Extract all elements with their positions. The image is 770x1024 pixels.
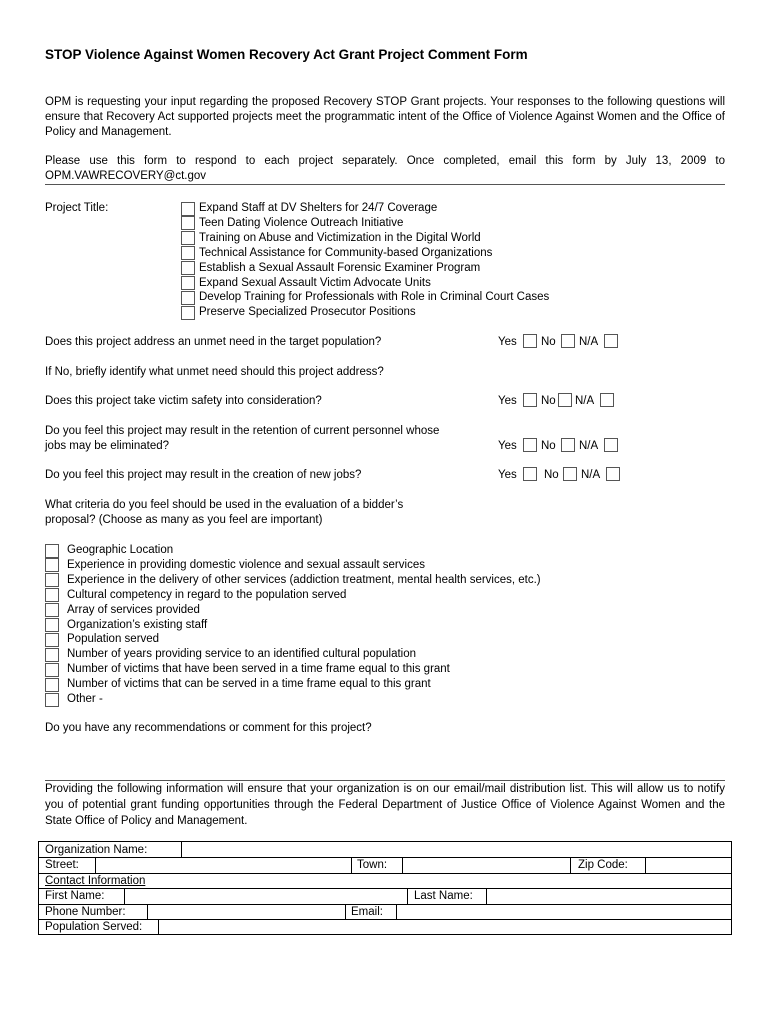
population-served-field[interactable] <box>159 920 730 933</box>
q3-yes-label: Yes <box>498 440 517 452</box>
first-name-label: First Name: <box>45 890 105 902</box>
question-unmet-need-followup: If No, briefly identify what unmet need should this project address? <box>45 366 384 378</box>
instructions-paragraph: Please use this form to respond to each project separately. Once completed, email this form by July 13, 2009 to OPM.VAWRECOVERY@ct.gov <box>45 155 725 182</box>
project-option-label: Preserve Specialized Prosecutor Positions <box>199 306 416 319</box>
project-option-checkbox[interactable] <box>181 306 195 320</box>
street-label: Street: <box>45 859 79 871</box>
criteria-checkbox[interactable] <box>45 544 59 558</box>
q3-na-label: N/A <box>579 440 599 452</box>
project-option-label: Develop Training for Professionals with Role in Criminal Court Cases <box>199 291 550 304</box>
q4-no-label: No <box>544 469 559 481</box>
org-name-label: Organization Name: <box>45 844 148 856</box>
criteria-checkbox[interactable] <box>45 588 59 602</box>
criteria-checkbox[interactable] <box>45 633 59 647</box>
last-name-field[interactable] <box>487 889 730 903</box>
question-new-jobs: Do you feel this project may result in the creation of new jobs? <box>45 469 362 481</box>
first-name-field[interactable] <box>125 889 406 903</box>
q4-na-checkbox[interactable] <box>606 467 620 481</box>
town-field[interactable] <box>403 858 569 872</box>
criteria-checkbox[interactable] <box>45 618 59 632</box>
question-unmet-need: Does this project address an unmet need in the target population? <box>45 336 382 348</box>
project-option-checkbox[interactable] <box>181 291 195 305</box>
criteria-checkbox[interactable] <box>45 558 59 572</box>
criteria-label: Geographic Location <box>67 544 174 556</box>
criteria-checkbox[interactable] <box>45 603 59 617</box>
q3-no-label: No <box>541 440 556 452</box>
criteria-label: Other - <box>67 693 103 705</box>
divider <box>45 184 725 185</box>
q3-na-checkbox[interactable] <box>604 438 618 452</box>
q1-na-checkbox[interactable] <box>604 334 618 348</box>
population-served-label: Population Served: <box>45 921 143 933</box>
project-option-label: Technical Assistance for Community-based Organizations <box>199 246 493 259</box>
last-name-label: Last Name: <box>414 890 473 902</box>
criteria-label: Experience in the delivery of other services (addiction treatment, mental health services, etc.) <box>67 573 541 586</box>
project-option-checkbox[interactable] <box>181 216 195 230</box>
criteria-label: Number of victims that have been served in a time frame equal to this grant <box>67 663 450 676</box>
question-victim-safety: Does this project take victim safety into consideration? <box>45 395 322 407</box>
distribution-note: Providing the following information will ensure that your organization is on our email/mail distribution list. This will allow us to notify you of potential grant funding opportunities through the Federal Department of Justice Office of Violence Against Women and the State Office of Policy and Management. <box>45 783 725 827</box>
project-option-label: Expand Staff at DV Shelters for 24/7 Coverage <box>199 202 438 214</box>
criteria-label: Organization’s existing staff <box>67 618 208 631</box>
q1-no-label: No <box>541 336 556 348</box>
project-option-checkbox[interactable] <box>181 261 195 275</box>
criteria-checkbox[interactable] <box>45 693 59 707</box>
q1-na-label: N/A <box>579 336 599 348</box>
phone-field[interactable] <box>148 905 344 918</box>
criteria-checkbox[interactable] <box>45 663 59 677</box>
project-option-checkbox[interactable] <box>181 231 195 245</box>
question-criteria-line2: proposal? (Choose as many as you feel are important) <box>45 514 323 526</box>
zip-label: Zip Code: <box>578 859 628 871</box>
project-option-label: Teen Dating Violence Outreach Initiative <box>199 216 404 229</box>
q2-no-checkbox[interactable] <box>558 393 572 407</box>
project-option-checkbox[interactable] <box>181 202 195 216</box>
project-option-label: Training on Abuse and Victimization in the Digital World <box>199 231 481 244</box>
phone-label: Phone Number: <box>45 906 126 918</box>
project-title-label: Project Title: <box>45 202 109 214</box>
criteria-label: Experience in providing domestic violence and sexual assault services <box>67 558 425 571</box>
criteria-label: Population served <box>67 633 160 646</box>
q4-na-label: N/A <box>581 469 601 481</box>
q2-na-checkbox[interactable] <box>600 393 614 407</box>
intro-paragraph: OPM is requesting your input regarding the proposed Recovery STOP Grant projects. Your responses to the following questions will ensure that Recovery Act supported projects meet the programmatic intent of the Office of Violence Against Women and the Office of Policy and Management. <box>45 96 725 138</box>
email-label: Email: <box>351 906 383 918</box>
contact-info-heading: Contact Information <box>45 875 146 887</box>
q3-yes-checkbox[interactable] <box>523 438 537 452</box>
project-option-label: Expand Sexual Assault Victim Advocate Units <box>199 276 431 289</box>
question-criteria-line1: What criteria do you feel should be used in the evaluation of a bidder’s <box>45 499 404 511</box>
criteria-checkbox[interactable] <box>45 573 59 587</box>
project-option-checkbox[interactable] <box>181 276 195 290</box>
q4-no-checkbox[interactable] <box>563 467 577 481</box>
q1-yes-checkbox[interactable] <box>523 334 537 348</box>
q4-yes-label: Yes <box>498 469 517 481</box>
org-name-field[interactable] <box>182 842 730 856</box>
q3-no-checkbox[interactable] <box>561 438 575 452</box>
page-title: STOP Violence Against Women Recovery Act Grant Project Comment Form <box>45 47 528 62</box>
q2-yes-label: Yes <box>498 395 517 407</box>
question-recommendations: Do you have any recommendations or comment for this project? <box>45 722 372 734</box>
zip-field[interactable] <box>646 858 730 872</box>
project-option-label: Establish a Sexual Assault Forensic Examiner Program <box>199 261 481 274</box>
criteria-checkbox[interactable] <box>45 648 59 662</box>
criteria-label: Number of victims that can be served in a time frame equal to this grant <box>67 678 431 691</box>
q2-no-label: No <box>541 395 556 407</box>
question-retention-line1: Do you feel this project may result in the retention of current personnel whose <box>45 425 440 437</box>
criteria-checkbox[interactable] <box>45 678 59 692</box>
criteria-label: Array of services provided <box>67 603 200 616</box>
criteria-label: Number of years providing service to an identified cultural population <box>67 648 417 661</box>
project-option-checkbox[interactable] <box>181 246 195 260</box>
town-label: Town: <box>357 859 388 871</box>
criteria-label: Cultural competency in regard to the population served <box>67 588 347 601</box>
question-retention-line2: jobs may be eliminated? <box>45 440 170 452</box>
street-field[interactable] <box>96 858 350 872</box>
q1-yes-label: Yes <box>498 336 517 348</box>
q4-yes-checkbox[interactable] <box>523 467 537 481</box>
email-field[interactable] <box>397 905 730 918</box>
q1-no-checkbox[interactable] <box>561 334 575 348</box>
q2-na-label: N/A <box>575 395 595 407</box>
q2-yes-checkbox[interactable] <box>523 393 537 407</box>
